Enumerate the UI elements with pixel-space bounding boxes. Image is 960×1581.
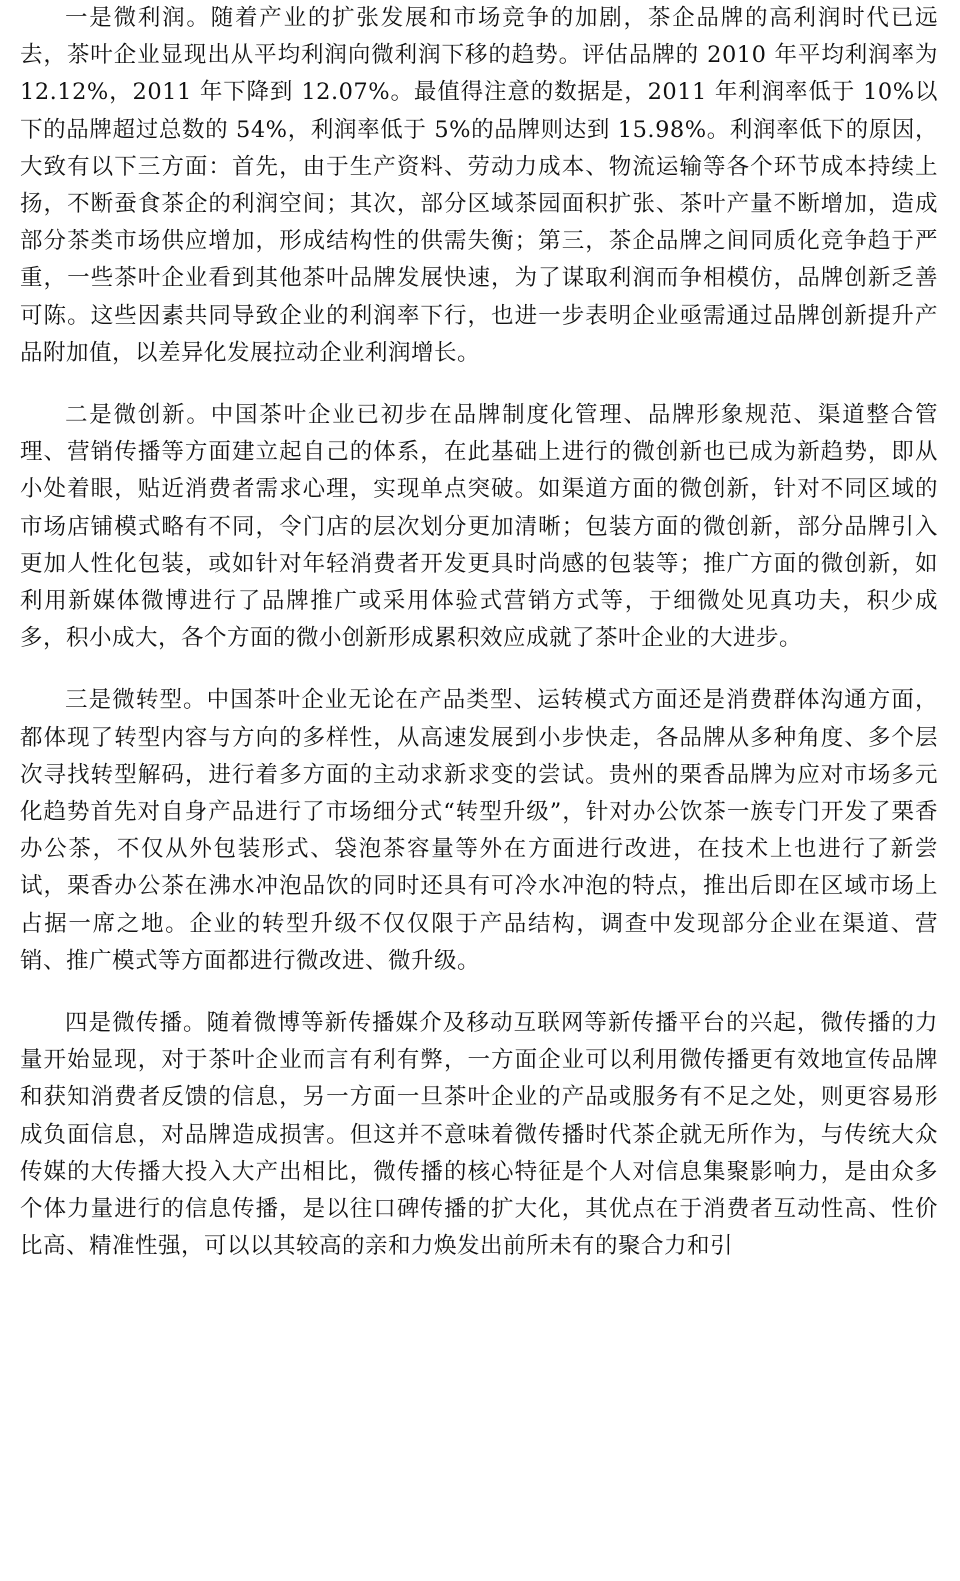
paragraph-micro-transformation: 三是微转型。中国茶叶企业无论在产品类型、运转模式方面还是消费群体沟通方面，都体现了转型内容与方向的多样性，从高速发展到小步快走，各品牌从多种角度、多个层次寻找转型解码，进行着多方面的主动求新求变的尝试。贵州的栗香品牌为应对市场多元化趋势首先对自身产品进行了市场细分式“转型升级”，针对办公饮茶一族专门开发了栗香办公茶，不仅从外包装形式、袋泡茶容量等外在方面进行改进，在技术上也进行了新尝试，栗香办公茶在沸水冲泡品饮的同时还具有可冷水冲泡的特点，推出后即在区域市场上占据一席之地。企业的转型升级不仅仅限于产品结构，调查中发现部分企业在渠道、营销、推广模式等方面都进行微改进、微升级。 [20, 687, 938, 974]
paragraph-micro-innovation: 二是微创新。中国茶叶企业已初步在品牌制度化管理、品牌形象规范、渠道整合管理、营销传播等方面建立起自己的体系，在此基础上进行的微创新也已成为新趋势，即从小处着眼，贴近消费者需求心理，实现单点突破。如渠道方面的微创新，针对不同区域的市场店铺模式略有不同，令门店的层次划分更加清晰；包装方面的微创新，部分品牌引入更加人性化包装，或如针对年轻消费者开发更具时尚感的包装等；推广方面的微创新，如利用新媒体微博进行了品牌推广或采用体验式营销方式等，于细微处见真功夫，积少成多，积小成大，各个方面的微小创新形成累积效应成就了茶叶企业的大进步。 [20, 402, 938, 652]
document-body [20, 0, 938, 1266]
paragraph-micro-communication: 四是微传播。随着微博等新传播媒介及移动互联网等新传播平台的兴起，微传播的力量开始显现，对于茶叶企业而言有利有弊，一方面企业可以利用微传播更有效地宣传品牌和获知消费者反馈的信息，另一方面一旦茶叶企业的产品或服务有不足之处，则更容易形成负面信息，对品牌造成损害。但这并不意味着微传播时代茶企就无所作为，与传统大众传媒的大传播大投入大产出相比，微传播的核心特征是个人对信息集聚影响力，是由众多个体力量进行的信息传播，是以往口碑传播的扩大化，其优点在于消费者互动性高、性价比高、精准性强，可以以其较高的亲和力焕发出前所未有的聚合力和引 [20, 1010, 938, 1260]
paragraph-micro-profit: 一是微利润。随着产业的扩张发展和市场竞争的加剧，茶企品牌的高利润时代已远去，茶叶企业显现出从平均利润向微利润下移的趋势。评估品牌的 2010 年平均利润率为 12.12%，2011 年下降到 12.07%。最值得注意的数据是，2011 年利润率低于 10%以下的品牌超过总数的 54%，利润率低于 5%的品牌则达到 15.98%。利润率低下的原因，大致有以下三方面：首先，由于生产资料、劳动力成本、物流运输等各个环节成本持续上扬，不断蚕食茶企的利润空间；其次，部分区域茶园面积扩张、茶叶产量不断增加，造成部分茶类市场供应增加，形成结构性的供需失衡；第三，茶企品牌之间同质化竞争趋于严重，一些茶叶企业看到其他茶叶品牌发展快速，为了谋取利润而争相模仿，品牌创新乏善可陈。这些因素共同导致企业的利润率下行，也进一步表明企业亟需通过品牌创新提升产品附加值，以差异化发展拉动企业利润增长。 [20, 5, 938, 366]
